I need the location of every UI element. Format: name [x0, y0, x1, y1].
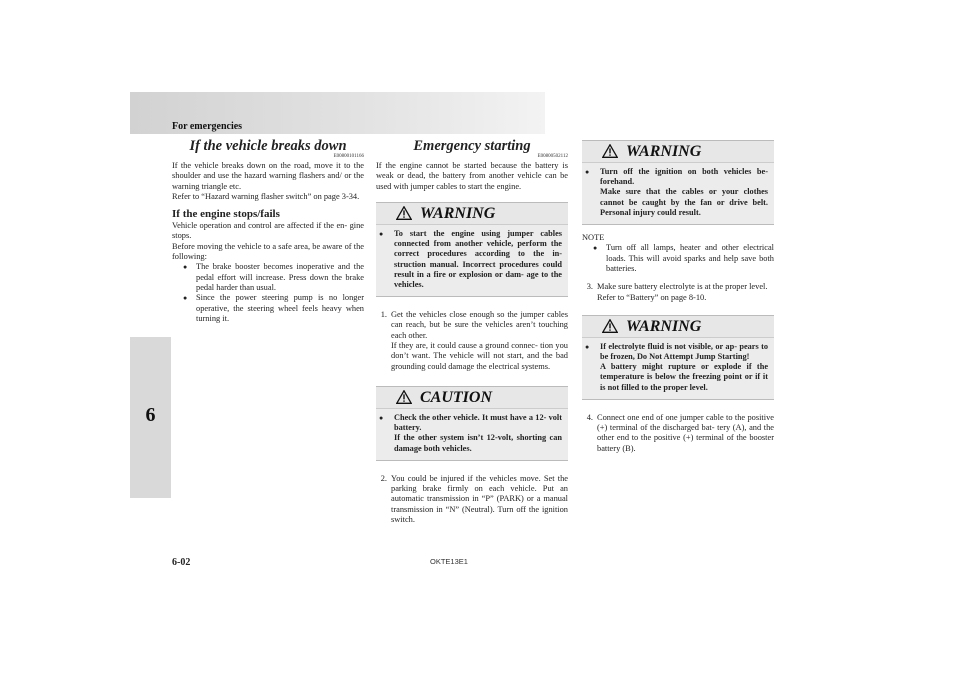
warning-box	[582, 315, 774, 400]
step-4: 4. Connect one end of one jumper cable to the positive (+) terminal of the discharged bat- tery (A), and the other end to the positive (+) terminal of the booster battery (B).	[586, 412, 774, 453]
warning-title: WARNING	[420, 204, 496, 222]
bullet-icon: ●	[183, 294, 188, 303]
warning-header	[582, 316, 774, 338]
step-2: 2. You could be injured if the vehicles move. Set the parking brake firmly on each vehicle. Put an automatic transmission in “P” (PARK) or a manual transmission in “N” (Neutral). Turn off the ignition switch.	[380, 473, 568, 524]
paragraph: If the engine cannot be started because the battery is weak or dead, the battery from another vehicle can be used with jumper cables to start the engine.	[376, 161, 568, 191]
warning-title: WARNING	[626, 317, 702, 335]
subheading-engine-stops: If the engine stops/fails	[172, 208, 280, 221]
warning-triangle-icon	[396, 390, 412, 404]
bullet-icon: ●	[593, 244, 598, 253]
document-code: OKTE13E1	[430, 557, 468, 566]
step-3: 3. Make sure battery electrolyte is at the proper level. Refer to “Battery” on page 8-10.	[582, 282, 774, 303]
warning-item: ● Turn off the ignition on both vehicles be- forehand. Make sure that the cables or your clothes cannot be caught by the fan or drive belt. Personal injury could result.	[585, 167, 768, 217]
warning-triangle-icon	[396, 206, 412, 220]
bullet-icon: ●	[585, 168, 590, 176]
warning-header	[582, 141, 774, 163]
caution-title: CAUTION	[420, 388, 493, 406]
section-title-breakdown: If the vehicle breaks down	[189, 138, 347, 154]
warning-box	[376, 202, 568, 297]
paragraph: Vehicle operation and control are affected if the en- gine stops.	[172, 221, 364, 241]
chapter-number: 6	[145, 404, 156, 426]
warning-triangle-icon	[602, 144, 618, 158]
section-title-emergency-starting: Emergency starting	[413, 138, 531, 154]
warning-box	[582, 140, 774, 225]
caution-item: ● Check the other vehicle. It must have a 12- volt battery. If the other system isn’t 12-volt, shorting can damage both vehicles.	[379, 412, 562, 453]
paragraph: Before moving the vehicle to a safe area, be aware of the following:	[172, 241, 364, 262]
bullet-icon: ●	[379, 229, 384, 238]
column-breakdown	[172, 138, 364, 324]
note-item: ● Turn off all lamps, heater and other electrical loads. This will avoid sparks and help save both batteries.	[593, 243, 774, 273]
caution-box	[376, 386, 568, 461]
paragraph: If the vehicle breaks down on the road, move it to the shoulder and use the hazard warning flashers and/ or the warning triangle etc.	[172, 161, 364, 191]
warning-header	[376, 203, 568, 225]
section-code: E00800502112	[537, 154, 568, 159]
warning-triangle-icon	[602, 319, 618, 333]
warning-title: WARNING	[626, 143, 702, 160]
column-emergency-starting	[376, 138, 568, 525]
warning-item: ● To start the engine using jumper cables connected from another vehicle, perform the correct procedures according to the in- struction manual. Incorrect procedures could result in a fire or explosion or dam- age to the vehicles.	[379, 228, 562, 289]
page-number: 6-02	[172, 557, 191, 568]
cross-reference: Refer to “Hazard warning flasher switch” on page 3-34.	[172, 191, 360, 201]
list-item: ● The brake booster becomes inoperative and the pedal effort will increase. Press down the brake pedal harder than usual.	[183, 262, 364, 292]
cross-reference: Refer to “Battery” on page 8-10.	[597, 292, 707, 302]
column-continued	[582, 142, 774, 454]
note-label: NOTE	[582, 233, 605, 243]
caution-header	[376, 387, 568, 409]
bullet-icon: ●	[183, 263, 188, 272]
section-code: E00800101166	[333, 154, 364, 159]
step-1: 1. Get the vehicles close enough so the jumper cables can reach, but be sure the vehicles aren’t touching each other. If they are, it could cause a ground connec- tion you don’t want. The vehicle will not start, and the bad grounding could damage the electrical systems.	[380, 310, 568, 371]
list-item: ● Since the power steering pump is no longer operative, the steering wheel feels heavy when turning it.	[183, 293, 364, 323]
bullet-icon: ●	[379, 413, 384, 422]
section-header: For emergencies	[172, 121, 243, 132]
warning-item: ● If electrolyte fluid is not visible, or ap- pears to be frozen, Do Not Attempt Jump Starting! A battery might rupture or explode if the temperature is below the freezing point or if it is not filled to the proper level.	[585, 341, 768, 392]
bullet-icon: ●	[585, 342, 590, 351]
